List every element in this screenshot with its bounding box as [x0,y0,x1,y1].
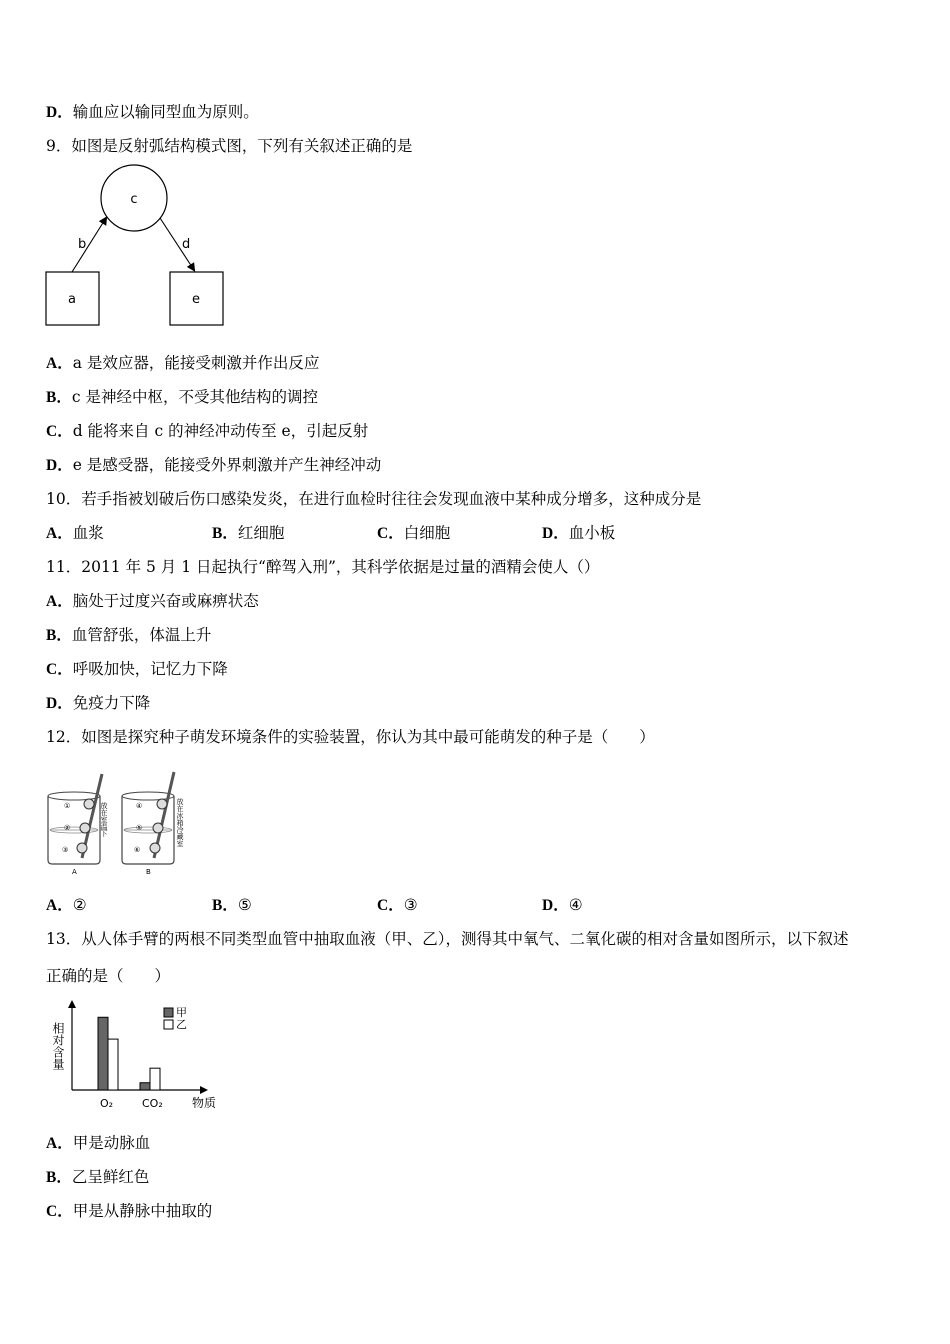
option-text: 甲是动脉血 [72,1134,151,1152]
option-label: A． [46,1135,73,1152]
y-axis-label: 相对含量 [51,1022,65,1070]
bar-甲-0 [98,1017,108,1090]
blood-gas-bar-chart [50,1000,217,1115]
seed-label: ⑤ [136,824,143,832]
option-label: D． [542,525,569,542]
option-text: c 是神经中枢，不受其他结构的调控 [71,388,318,406]
legend-swatch [164,1020,173,1029]
legend-label: 甲 [176,1006,187,1019]
seed-label: ⑥ [134,846,141,854]
option-label: B． [46,389,72,406]
circle-label: c [130,192,138,207]
right-arrow-label: d [182,237,191,252]
option-text: 乙呈鲜红色 [71,1168,150,1186]
seed-label: ③ [62,846,69,854]
bar-乙-0 [108,1039,118,1090]
option-text: ③ [403,896,418,914]
option-label: B． [46,627,72,644]
option-text: 输血应以输同型血为原则。 [72,103,259,121]
q11-stem: 11．2011 年 5 月 1 日起执行“醉驾入刑”，其科学依据是过量的酒精会使人（） [46,558,600,576]
q10-stem: 10．若手指被划破后伤口感染发炎，在进行血检时往往会发现血液中某种成分增多，这种成分是 [46,490,702,508]
beaker-b [122,772,184,876]
seed-label: ④ [136,802,143,810]
option-label: C． [46,661,73,678]
bar-乙-1 [150,1068,160,1090]
option-text: d 能将来自 c 的神经冲动传至 e，引起反射 [72,422,369,440]
option-text: e 是感受器，能接受外界刺激并产生神经冲动 [72,456,382,474]
reflex-arc-diagram [40,160,240,335]
option-label: D． [46,695,73,712]
q11-option-d [46,693,150,714]
q12-option-b [212,895,252,916]
option-text: ⑤ [237,896,252,914]
right-box-label: e [192,292,200,307]
option-label: C． [377,897,404,914]
q9-option-b [46,387,318,408]
bar-甲-1 [140,1083,150,1090]
option-text: 呼吸加快，记忆力下降 [72,660,228,678]
seed-4 [157,799,167,809]
seed-germination-figure [44,768,194,878]
seed-5 [153,823,163,833]
q9-option-a [46,353,319,374]
option-label: A． [46,355,73,372]
option-label: C． [377,525,404,542]
seed-6 [150,843,160,853]
x-tick-label: O₂ [100,1097,114,1110]
seed-label: ① [64,802,71,810]
x-tick-label: CO₂ [142,1097,163,1110]
legend-swatch [164,1008,173,1017]
option-text: 甲是从静脉中抽取的 [72,1202,213,1220]
option-text: 血浆 [72,524,104,542]
q10-options [46,523,896,543]
option-label: C． [46,423,73,440]
q10-option-c [377,523,450,544]
q12-stem: 12．如图是探究种子萌发环境条件的实验装置，你认为其中最可能萌发的种子是（ ） [46,728,655,746]
option-label: A． [46,593,73,610]
q9-stem: 9．如图是反射弧结构模式图，下列有关叙述正确的是 [46,137,413,155]
q11-option-a [46,591,259,612]
seed-label: ② [64,824,71,832]
option-text: 红细胞 [237,524,285,542]
q13-option-c [46,1201,212,1222]
seed-2 [80,823,90,833]
seed-1 [84,799,94,809]
q13-option-a [46,1133,150,1154]
option-label: B． [46,1169,72,1186]
beaker-b-note: 放在冰箱冷藏室 [176,798,184,847]
q12-option-c [377,895,418,916]
x-axis-arrow [200,1086,208,1094]
q10-option-a [46,523,104,544]
beaker-a-note: 放在室温下 [100,802,108,837]
q9-option-d [46,455,381,476]
option-label: D． [542,897,569,914]
q12-options [46,895,896,915]
seed-3 [77,843,87,853]
option-text: 脑处于过度兴奋或麻痹状态 [72,592,259,610]
q10-option-b [212,523,284,544]
x-axis-label: 物质 [192,1096,217,1110]
option-text: ④ [568,896,583,914]
option-text: ② [72,896,87,914]
option-label: A． [46,525,73,542]
q13-option-b [46,1167,149,1188]
q8-option-d [46,102,259,123]
q13-stem-line1: 13．从人体手臂的两根不同类型血管中抽取血液（甲、乙），测得其中氧气、二氧化碳的相对含量如图所示，以下叙述 [46,930,849,948]
option-label: B． [212,525,238,542]
option-text: a 是效应器，能接受刺激并作出反应 [72,354,320,372]
q12-option-a [46,895,87,916]
q13-stem-line2: 正确的是（ ） [46,967,171,985]
q10-option-d [542,523,615,544]
beaker-b-label: B [146,868,151,876]
option-label: B． [212,897,238,914]
option-text: 免疫力下降 [72,694,151,712]
y-axis-arrow [68,1000,76,1008]
q12-option-d [542,895,583,916]
left-box-label: a [68,292,76,307]
option-text: 白细胞 [403,524,451,542]
option-text: 血小板 [568,524,616,542]
beaker-a-label: A [72,868,77,876]
option-text: 血管舒张，体温上升 [71,626,212,644]
q9-option-c [46,421,368,442]
option-label: D． [46,104,73,121]
beaker-a [48,774,108,876]
q11-option-b [46,625,211,646]
legend-label: 乙 [176,1018,187,1031]
option-label: D． [46,457,73,474]
left-arrow-label: b [78,237,87,252]
option-label: A． [46,897,73,914]
q11-option-c [46,659,228,680]
option-label: C． [46,1203,73,1220]
